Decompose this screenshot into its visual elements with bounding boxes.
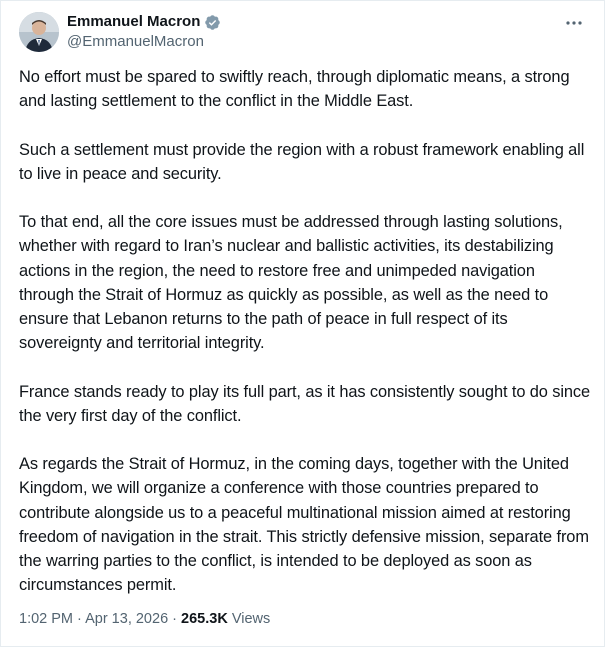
author-name-row [67, 13, 221, 31]
views-count: 265.3K [181, 611, 228, 627]
tweet-paragraph: To that end, all the core issues must be addressed through lasting solutions, whether with regard to Iran’s nuclear and ballistic activities, its destabilizing actions in the region, the need to restore free and unimpeded navigation through the Strait of Hormuz as quickly as possible, as well as the need to ensure that Lebanon returns to the path of peace in full respect of its sovereignty and territorial integrity. [19, 213, 563, 353]
tweet-date[interactable]: Apr 13, 2026 [85, 611, 169, 627]
tweet-paragraph: Such a settlement must provide the region with a robust framework enabling all to live in peace and security. [19, 140, 585, 183]
author-handle[interactable]: @EmmanuelMacron [67, 33, 204, 50]
tweet-text [19, 65, 591, 622]
tweet-time[interactable]: 1:02 PM [19, 611, 73, 627]
views-label: Views [231, 611, 271, 627]
meta-separator: · [73, 611, 86, 627]
tweet-meta [19, 609, 270, 629]
more-options-button[interactable] [562, 13, 586, 33]
tweet-paragraph: No effort must be spared to swiftly reach, through diplomatic means, a strong and lasting settlement to the conflict in the Middle East. [19, 68, 570, 111]
tweet-paragraph: As regards the Strait of Hormuz, in the coming days, together with the United Kingdom, we will organize a conference with those countries prepared to contribute alongside us to a peaceful multinational mission aimed at restoring freedom of navigation in the strait. This strictly defensive mission, separate from the warring parties to the conflict, is intended to be deployed as soon as circumstances permit. [19, 455, 589, 595]
author-name[interactable]: Emmanuel Macron [67, 13, 201, 30]
verified-badge-icon [204, 14, 221, 31]
avatar[interactable] [19, 12, 59, 52]
more-horizontal-icon [565, 20, 583, 26]
tweet-paragraph: France stands ready to play its full part, as it has consistently sought to do since the very first day of the conflict. [19, 382, 591, 425]
avatar-portrait-icon [19, 12, 59, 52]
meta-separator: · [168, 611, 182, 627]
